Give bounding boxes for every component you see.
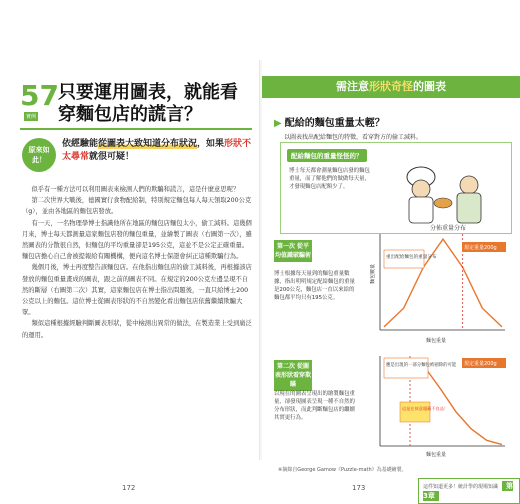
chapter-tag: 實例 <box>26 114 37 120</box>
lede-text <box>62 138 252 164</box>
lede-part3: 就很可疑！ <box>89 152 135 162</box>
lede-part1: 依經驗能 <box>62 139 99 149</box>
chapter-tab-text: 這件知道更多！統計學的現場知識 <box>423 484 499 490</box>
lede-highlight: 從圖表大致知道分布狀況 <box>98 139 198 149</box>
chapter-number: 57 <box>20 79 59 112</box>
figure-intro-text: 博士每天都會測量麵包店發的麵包重量，而了解他們的做做每天量，才發現麵包店配額少了。 <box>289 168 370 190</box>
chart1-xlabel: 麵包重量 <box>426 338 447 344</box>
paragraph: 幾個月後，博士再度整告該麵包店。在他指出麵包店的偷工減料後，再根據該店發放的麵包重量畫成的圖表，跟之前的圖表不同。在規定的200公克左邊呈現不自然的斷層（右圖第二次）其實，這家麵包店在博士指出問題後，一直只給博士200公克以上的麵包。這位博士從圖表形狀的不自然變化看出麵包店依舊繼續欺騙大眾。 <box>22 264 252 317</box>
left-page <box>0 60 260 492</box>
title-rule <box>20 128 252 130</box>
banner-suffix: 的圖表 <box>413 80 446 93</box>
question-desc: 以圖表找出配給麵包的特徵，看穿對方的偷工減料。 <box>284 134 423 141</box>
chart-second <box>370 350 510 460</box>
baker-illustration <box>381 157 501 227</box>
step2-text: 以現在的圖表呈現出的繪製麵包重量，卻發現圖表呈現一種不自然的分布形狀，而此判斷麵包店的繼續其實更行為。 <box>274 391 355 421</box>
page-number-left: 172 <box>122 484 136 492</box>
chapter-tab-number: 第3章 <box>423 482 514 500</box>
page-title: 只要運用圖表，就能看穿麵包店的謊言？ <box>58 82 238 125</box>
callout-bubble: 原來如此！ <box>22 138 56 172</box>
banner-emphasis: 形狀奇怪 <box>369 80 413 93</box>
lede-part2: ，如果 <box>197 139 225 149</box>
triangle-icon: ▶ <box>274 118 282 129</box>
section-banner <box>262 76 520 98</box>
chart2-annot-center: 這是在故意隱藏不良品！ <box>402 406 449 411</box>
chart2-xlabel: 麵包重量 <box>426 452 447 458</box>
chart1-annot-right: 規定重量200g <box>464 245 497 251</box>
chapter-tab <box>418 478 520 504</box>
chart1-annot-left: 重出配給麵包的重量分布 <box>386 255 437 260</box>
paragraph: 似乎有一種方法可以利用圖表來檢測人們的欺騙和謊言，這是什麼意思呢？ <box>31 186 240 193</box>
page-number-right: 173 <box>352 484 366 492</box>
chart2-annot-left-box <box>384 358 428 378</box>
step1-text: 博士根據每天量到的麵包重量數據，指出明明規定配給麵包的重量是200公克，麵包店一直以來給的麵包都平均只有195公克。 <box>274 271 355 301</box>
chart-first <box>370 220 510 350</box>
body-text <box>22 184 252 341</box>
footnote: ※摘錄自George Gamow《Puzzle-math》為基礎繪製。 <box>278 467 407 473</box>
question-title <box>274 114 385 129</box>
paragraph: 有一天，一名物理學博士指識他所在地區的麵包店麵包太小，偷工減料。這幾個月來，博士每天都測量這家麵包店發的麵包重量，並繪製了圖表（右圖第一次），雖然圖表的分散很自然，但麵包的平均重量卻是195公克，這並不是公定正確重量。麵包店擔心自己會被提報給有關機構，便向這名博士保證會糾正這種欺騙行為。 <box>22 219 252 261</box>
right-page <box>262 60 520 500</box>
chart2-annot-left: 應是出現的一部分麵包被剔除的可能 <box>386 363 457 368</box>
chart1-ylabel: 麵包數量 <box>370 263 376 284</box>
figure-tag: 配給麵包的重量怪怪的？ <box>287 149 367 162</box>
paragraph: 類似這種根據經驗判斷圖表形狀，從中檢測出異常的做法，在製造業上受到廣泛的運用。 <box>22 320 252 339</box>
chart2-annot-right: 規定重量200g <box>464 361 497 367</box>
lede-red: 形狀不太尋常 <box>62 139 252 162</box>
question-title-text: 配給的麵包重量太輕？ <box>284 118 385 129</box>
chart1-title: 分佈重量分布 <box>430 225 467 232</box>
chart2-annot-center-box <box>400 402 430 422</box>
step1-label: 第一次 從平均值識破騙術 <box>274 240 312 262</box>
banner-prefix: 需注意 <box>336 80 369 93</box>
step2-label: 第二次 從圖表形狀看穿欺瞞 <box>274 360 312 391</box>
paragraph: 第二次世界大戰後，德國實行食物配給制，特別規定麵包每人每天領取200公克（g），並由各地區的麵包店發放。 <box>22 197 252 216</box>
